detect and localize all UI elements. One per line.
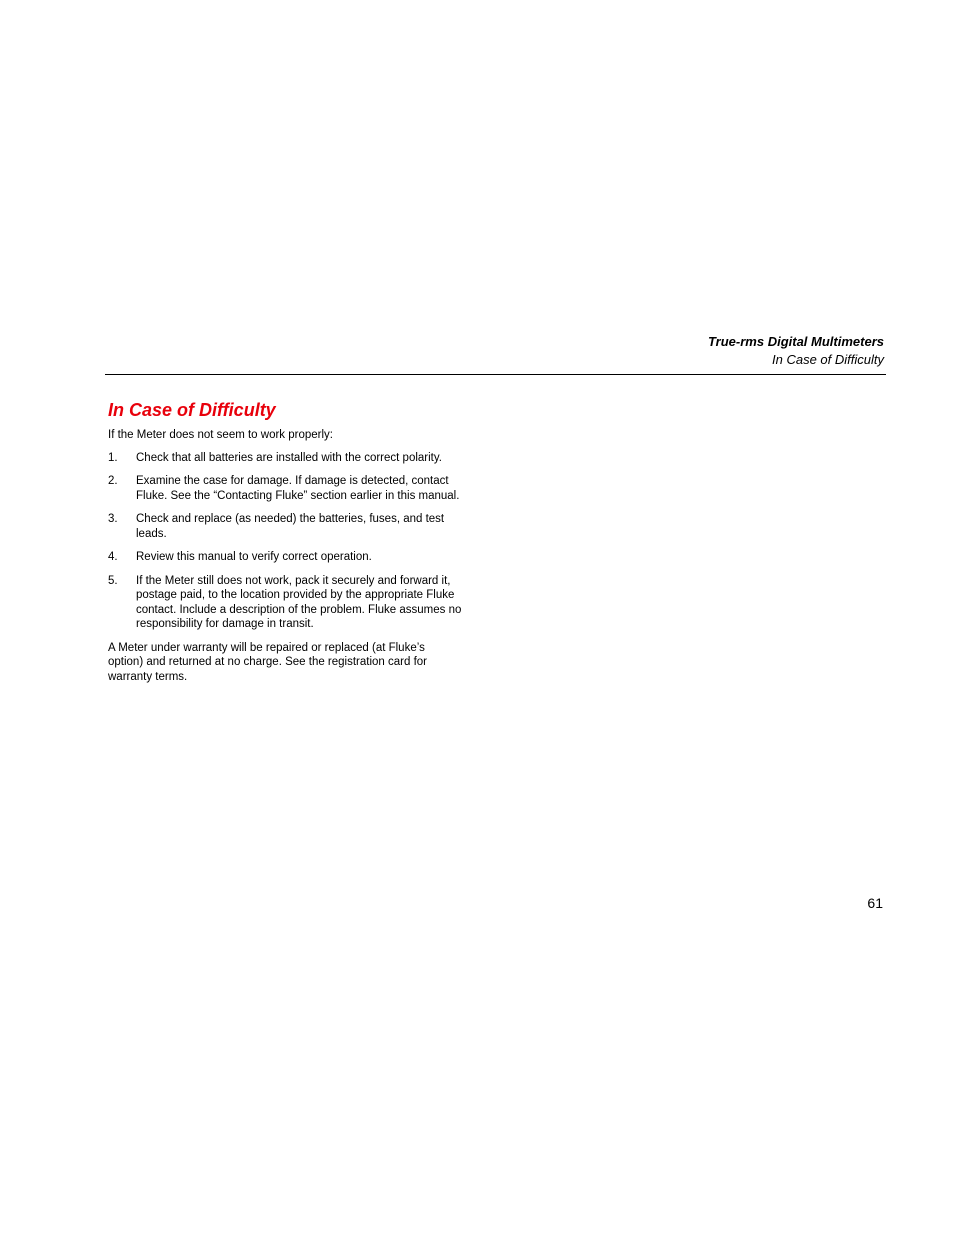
list-item [108, 451, 468, 466]
step-number: 5. [108, 574, 118, 587]
step-number: 1. [108, 451, 118, 464]
step-text: Review this manual to verify correct operation. [136, 551, 372, 563]
section-title: In Case of Difficulty [108, 400, 276, 420]
list-item [108, 474, 468, 503]
page-number: 61 [867, 895, 883, 911]
step-number: 2. [108, 475, 118, 487]
step-text: If the Meter still does not work, pack it securely and forward it, postage paid, to the location provided by the appropriate Fluke contact. Include a description of the problem. Fluke assumes no responsibility for damage in transit. [136, 574, 462, 630]
troubleshooting-steps [108, 451, 468, 632]
running-header [708, 333, 884, 369]
warranty-paragraph: A Meter under warranty will be repaired or replaced (at Fluke’s option) and returned at no charge. See the registration card for warranty terms. [108, 641, 428, 683]
section-content [108, 398, 468, 684]
list-item [108, 574, 468, 632]
manual-title: True-rms Digital Multimeters [707, 334, 884, 349]
step-number: 4. [108, 551, 118, 563]
chapter-subtitle: In Case of Difficulty [772, 352, 884, 367]
list-item [108, 550, 468, 565]
header-divider [105, 374, 886, 375]
intro-paragraph: If the Meter does not seem to work properly: [108, 429, 333, 441]
step-number: 3. [108, 513, 118, 525]
step-text: Examine the case for damage. If damage is detected, contact Fluke. See the “Contacting Fluke” section earlier in this manual. [136, 475, 460, 502]
list-item [108, 512, 468, 541]
step-text: Check and replace (as needed) the batteries, fuses, and test leads. [136, 513, 445, 540]
step-text: Check that all batteries are installed with the correct polarity. [136, 451, 442, 464]
